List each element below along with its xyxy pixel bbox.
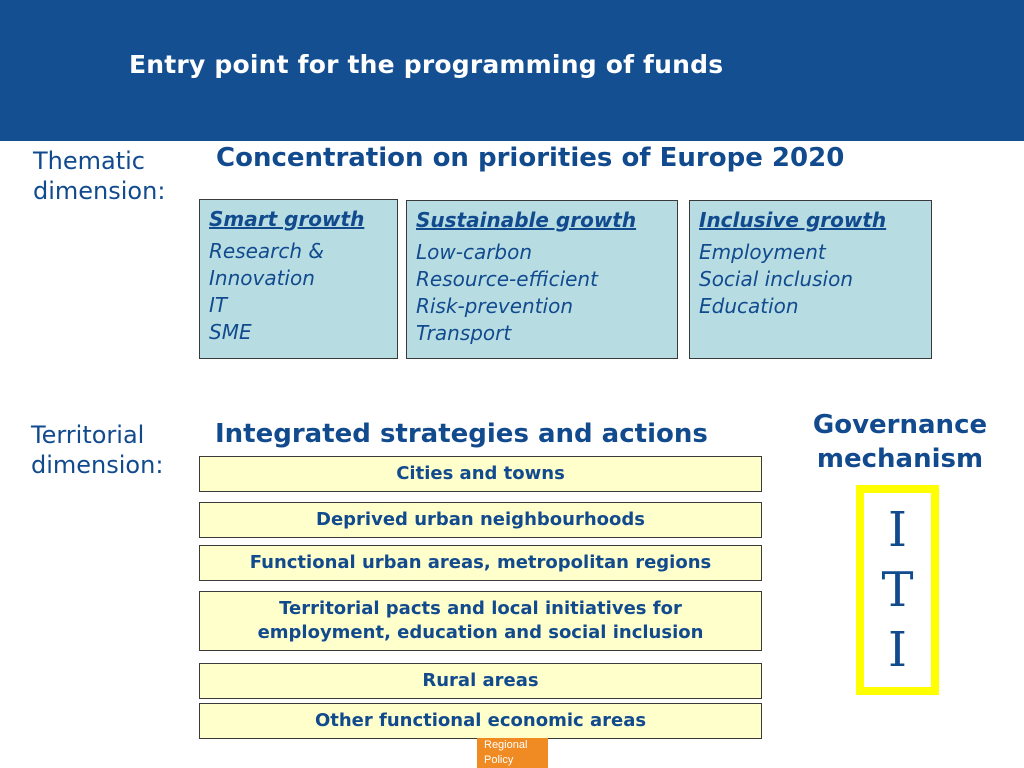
- header-bar: [0, 0, 1024, 141]
- governance-title-line1: Governance: [812, 410, 988, 440]
- smart-growth-list: [209, 238, 388, 346]
- territorial-dimension-label: [31, 420, 163, 480]
- list-item: Transport: [416, 321, 512, 345]
- strip-territorial-pacts: [199, 591, 762, 651]
- list-item: IT: [209, 293, 228, 317]
- footer-line2: Policy: [484, 754, 514, 766]
- strip-cities-and-towns: Cities and towns: [199, 456, 762, 492]
- strip-rural-areas: Rural areas: [199, 663, 762, 699]
- territorial-section-title: Integrated strategies and actions: [215, 419, 708, 449]
- list-item: Education: [699, 294, 799, 318]
- strip-territorial-pacts-line2: employment, education and social inclusion: [257, 622, 704, 643]
- territorial-label-line1: Territorial: [31, 421, 145, 449]
- thematic-section-title: Concentration on priorities of Europe 2020: [216, 143, 845, 173]
- list-item: SME: [209, 320, 252, 344]
- iti-letter: T: [881, 562, 914, 618]
- inclusive-growth-title: Inclusive growth: [699, 208, 887, 232]
- regional-policy-badge: [477, 738, 548, 768]
- footer-line1: Regional: [484, 739, 528, 751]
- list-item: Innovation: [209, 266, 315, 290]
- inclusive-growth-box: [689, 200, 932, 359]
- page-title: Entry point for the programming of funds: [129, 50, 724, 79]
- list-item: Resource-efficient: [416, 267, 598, 291]
- list-item: Research &: [209, 239, 325, 263]
- strip-other-functional-economic-areas: Other functional economic areas: [199, 703, 762, 739]
- sustainable-growth-list: [416, 239, 668, 347]
- list-item: Social inclusion: [699, 267, 854, 291]
- governance-title-line2: mechanism: [816, 444, 984, 474]
- list-item: Employment: [699, 240, 826, 264]
- iti-letter: I: [888, 622, 907, 678]
- iti-box: [856, 485, 939, 695]
- territorial-label-line2: dimension:: [31, 451, 164, 479]
- iti-letter: I: [888, 502, 907, 558]
- thematic-dimension-label: [33, 146, 165, 206]
- smart-growth-title: Smart growth: [209, 207, 365, 231]
- thematic-label-line1: Thematic: [33, 147, 145, 175]
- sustainable-growth-box: [406, 200, 678, 359]
- governance-title: [800, 408, 1000, 476]
- strip-territorial-pacts-line1: Territorial pacts and local initiatives for: [279, 598, 682, 619]
- list-item: Risk-prevention: [416, 294, 574, 318]
- strip-functional-urban-areas: Functional urban areas, metropolitan regions: [199, 545, 762, 581]
- list-item: Low-carbon: [416, 240, 533, 264]
- thematic-label-line2: dimension:: [33, 177, 166, 205]
- smart-growth-box: [199, 199, 398, 359]
- sustainable-growth-title: Sustainable growth: [416, 208, 637, 232]
- strip-deprived-urban-neighbourhoods: Deprived urban neighbourhoods: [199, 502, 762, 538]
- inclusive-growth-list: [699, 239, 922, 320]
